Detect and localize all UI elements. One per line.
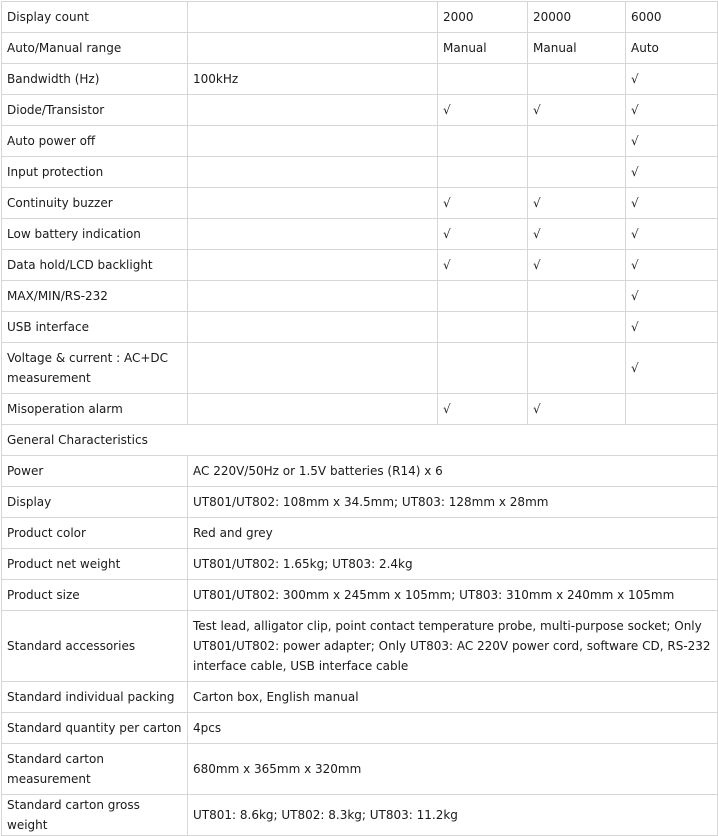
table-row (2, 250, 718, 281)
feature-detail (188, 33, 438, 64)
spec-label: Display (2, 487, 188, 518)
table-row (2, 343, 718, 394)
ut802-value: 20000 (528, 2, 626, 33)
ut801-value (438, 343, 528, 394)
table-row (2, 580, 718, 611)
ut801-value: √ (438, 250, 528, 281)
feature-detail (188, 126, 438, 157)
specifications-table (1, 1, 718, 836)
ut803-value: 6000 (626, 2, 718, 33)
ut801-value: √ (438, 95, 528, 126)
ut801-value (438, 281, 528, 312)
ut801-value: √ (438, 219, 528, 250)
spec-value: Carton box, English manual (188, 682, 718, 713)
ut802-value (528, 281, 626, 312)
ut802-value: √ (528, 219, 626, 250)
general-characteristics-heading: General Characteristics (2, 425, 718, 456)
feature-label: Continuity buzzer (2, 188, 188, 219)
ut802-value: √ (528, 250, 626, 281)
spec-value: 4pcs (188, 713, 718, 744)
table-row (2, 456, 718, 487)
ut803-value: √ (626, 281, 718, 312)
table-row (2, 394, 718, 425)
table-row (2, 713, 718, 744)
ut802-value: √ (528, 394, 626, 425)
ut802-value (528, 126, 626, 157)
spec-label: Standard accessories (2, 611, 188, 682)
feature-detail (188, 157, 438, 188)
ut803-value (626, 394, 718, 425)
ut801-value (438, 312, 528, 343)
feature-detail (188, 95, 438, 126)
feature-detail (188, 250, 438, 281)
table-row (2, 95, 718, 126)
spec-value: UT801: 8.6kg; UT802: 8.3kg; UT803: 11.2kg (188, 795, 718, 836)
spec-value: AC 220V/50Hz or 1.5V batteries (R14) x 6 (188, 456, 718, 487)
table-row (2, 682, 718, 713)
table-row (2, 611, 718, 682)
spec-label: Product color (2, 518, 188, 549)
table-row (2, 281, 718, 312)
feature-label: Low battery indication (2, 219, 188, 250)
feature-label: Misoperation alarm (2, 394, 188, 425)
spec-label: Standard carton measurement (2, 744, 188, 795)
table-row (2, 744, 718, 795)
ut803-value: √ (626, 312, 718, 343)
table-row (2, 126, 718, 157)
feature-label: Data hold/LCD backlight (2, 250, 188, 281)
spec-label: Power (2, 456, 188, 487)
ut803-value: √ (626, 64, 718, 95)
ut801-value (438, 157, 528, 188)
spec-label: Standard individual packing (2, 682, 188, 713)
table-row (2, 2, 718, 33)
table-row (2, 64, 718, 95)
section-header-row (2, 425, 718, 456)
ut802-value (528, 157, 626, 188)
feature-label: Auto/Manual range (2, 33, 188, 64)
ut803-value: √ (626, 188, 718, 219)
spec-value: UT801/UT802: 108mm x 34.5mm; UT803: 128mm x 28mm (188, 487, 718, 518)
feature-detail (188, 394, 438, 425)
ut801-value: √ (438, 394, 528, 425)
ut803-value: Auto (626, 33, 718, 64)
spec-value: UT801/UT802: 1.65kg; UT803: 2.4kg (188, 549, 718, 580)
feature-detail (188, 312, 438, 343)
spec-value: Red and grey (188, 518, 718, 549)
feature-label: Display count (2, 2, 188, 33)
spec-label: Standard quantity per carton (2, 713, 188, 744)
table-row (2, 312, 718, 343)
feature-label: Input protection (2, 157, 188, 188)
ut801-value: 2000 (438, 2, 528, 33)
ut803-value: √ (626, 250, 718, 281)
ut801-value: Manual (438, 33, 528, 64)
ut801-value (438, 64, 528, 95)
spec-value: Test lead, alligator clip, point contact temperature probe, multi-purpose socket; Only UT801/UT802: power adapter; Only UT803: AC 220V power cord, software CD, RS-232 interface cable, USB interface cable (188, 611, 718, 682)
spec-label: Product size (2, 580, 188, 611)
feature-label: MAX/MIN/RS-232 (2, 281, 188, 312)
table-row (2, 518, 718, 549)
ut803-value: √ (626, 95, 718, 126)
ut802-value: √ (528, 188, 626, 219)
ut803-value: √ (626, 157, 718, 188)
feature-detail: 100kHz (188, 64, 438, 95)
feature-detail (188, 281, 438, 312)
ut802-value: Manual (528, 33, 626, 64)
ut803-value: √ (626, 126, 718, 157)
ut801-value: √ (438, 188, 528, 219)
feature-label: Bandwidth (Hz) (2, 64, 188, 95)
table-row (2, 487, 718, 518)
feature-label: Voltage & current : AC+DC measurement (2, 343, 188, 394)
feature-label: USB interface (2, 312, 188, 343)
feature-label: Diode/Transistor (2, 95, 188, 126)
feature-detail (188, 343, 438, 394)
ut803-value: √ (626, 343, 718, 394)
ut803-value: √ (626, 219, 718, 250)
feature-detail (188, 2, 438, 33)
spec-label: Product net weight (2, 549, 188, 580)
ut802-value (528, 64, 626, 95)
table-row (2, 157, 718, 188)
ut801-value (438, 126, 528, 157)
table-row (2, 219, 718, 250)
table-row (2, 188, 718, 219)
feature-detail (188, 219, 438, 250)
ut802-value (528, 312, 626, 343)
spec-value: 680mm x 365mm x 320mm (188, 744, 718, 795)
feature-detail (188, 188, 438, 219)
feature-label: Auto power off (2, 126, 188, 157)
table-row (2, 33, 718, 64)
spec-value: UT801/UT802: 300mm x 245mm x 105mm; UT803: 310mm x 240mm x 105mm (188, 580, 718, 611)
table-row (2, 549, 718, 580)
ut802-value (528, 343, 626, 394)
spec-label: Standard carton gross weight (2, 795, 188, 836)
ut802-value: √ (528, 95, 626, 126)
table-row (2, 795, 718, 836)
